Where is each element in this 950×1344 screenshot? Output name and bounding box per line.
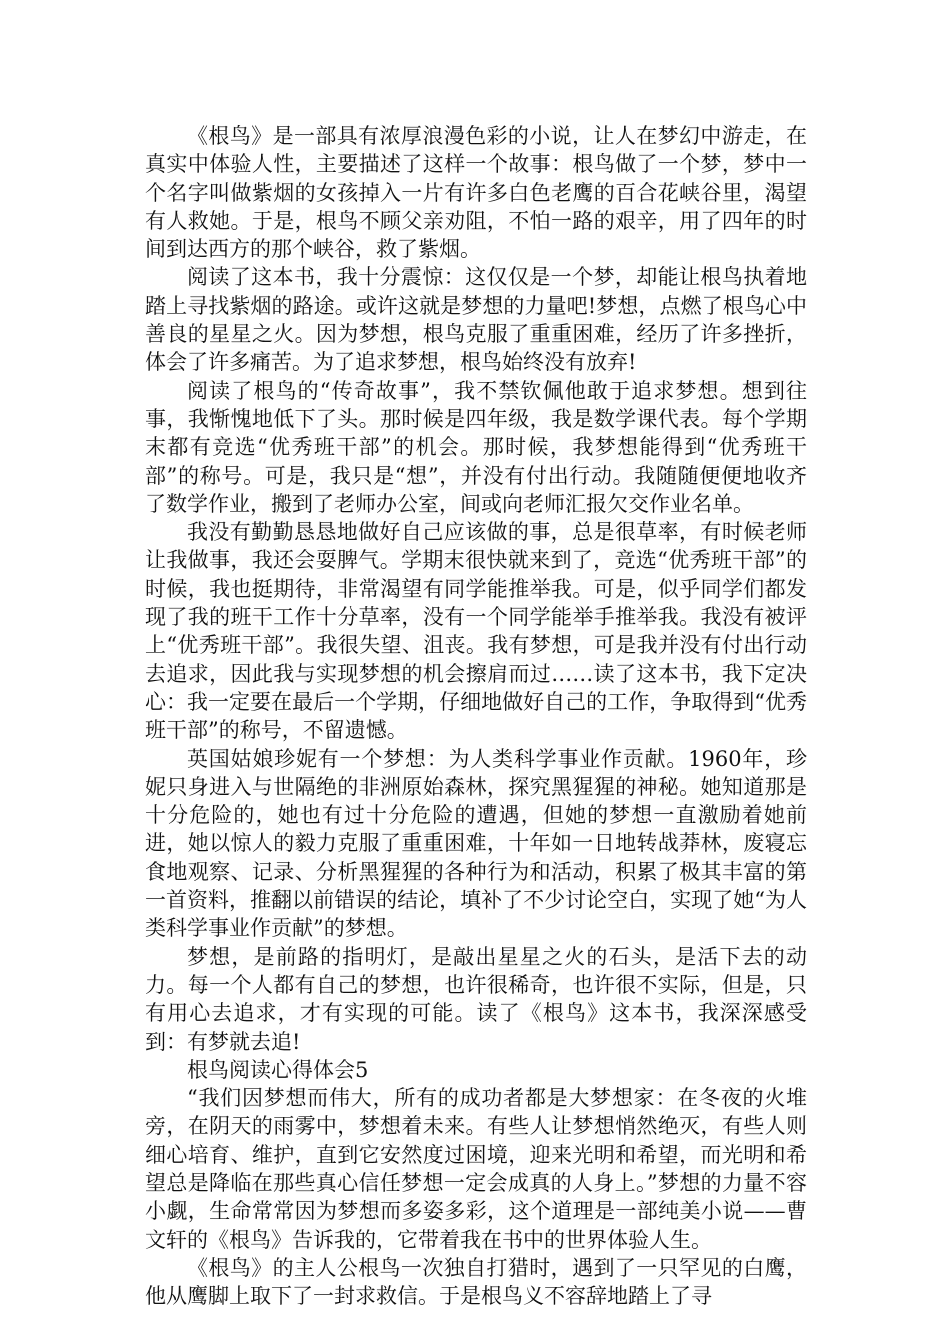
paragraph-3: 阅读了根鸟的“传奇故事”，我不禁钦佩他敢于追求梦想。想到往事，我惭愧地低下了头。那时候是四年级，我是数学课代表。每个学期末都有竞选“优秀班干部”的机会。那时候，我梦想能得到“优秀班干部”的称号。可是，我只是“想”，并没有付出行动。我随随便便地收齐了数学作业，搬到了老师办公室，间或向老师汇报欠交作业名单。	[145, 378, 807, 516]
paragraph-2: 阅读了这本书，我十分震惊：这仅仅是一个梦，却能让根鸟执着地踏上寻找紫烟的路途。或许这就是梦想的力量吧!梦想，点燃了根鸟心中善良的星星之火。因为梦想，根鸟克服了重重困难，经历了许多挫折，体会了许多痛苦。为了追求梦想，根鸟始终没有放弃!	[145, 265, 807, 375]
document-page	[145, 122, 807, 1310]
paragraph-5: 英国姑娘珍妮有一个梦想：为人类科学事业作贡献。1960年，珍妮只身进入与世隔绝的非洲原始森林，探究黑猩猩的神秘。她知道那是十分危险的，她也有过十分危险的遭遇，但她的梦想一直激励着她前进，她以惊人的毅力克服了重重困难，十年如一日地转战莽林，废寝忘食地观察、记录、分析黑猩猩的各种行为和活动，积累了极其丰富的第一首资料，推翻以前错误的结论，填补了不少讨论空白，实现了她“为人类科学事业作贡献”的梦想。	[145, 746, 807, 941]
section-heading: 根鸟阅读心得体会5	[187, 1057, 369, 1082]
paragraph-6: 梦想，是前路的指明灯，是敲出星星之火的石头，是活下去的动力。每一个人都有自己的梦想，也许很稀奇，也许很不实际，但是，只有用心去追求，才有实现的可能。读了《根鸟》这本书，我深深感受到：有梦就去追!	[145, 944, 807, 1054]
paragraph-7: “我们因梦想而伟大，所有的成功者都是大梦想家：在冬夜的火堆旁，在阴天的雨雾中，梦想着未来。有些人让梦想悄然绝灭，有些人则细心培育、维护，直到它安然度过困境，迎来光明和希望，而光明和希望总是降临在那些真心信任梦想一定会成真的人身上。”梦想的力量不容小觑，生命常常因为梦想而多姿多彩，这个道理是一部纯美小说——曹文轩的《根鸟》告诉我的，它带着我在书中的世界体验人生。	[145, 1086, 807, 1252]
paragraph-4: 我没有勤勤恳恳地做好自己应该做的事，总是很草率，有时候老师让我做事，我还会耍脾气。学期末很快就来到了，竞选“优秀班干部”的时候，我也挺期待，非常渴望有同学能推举我。可是，似乎同学们都发现了我的班干工作十分草率，没有一个同学能举手推举我。我没有被评上“优秀班干部”。我很失望、沮丧。我有梦想，可是我并没有付出行动去追求，因此我与实现梦想的机会擦肩而过……读了这本书，我下定决心：我一定要在最后一个学期，仔细地做好自己的工作，争取得到“优秀班干部”的称号，不留遗憾。	[145, 520, 807, 743]
paragraph-8: 《根鸟》的主人公根鸟一次独自打猎时，遇到了一只罕见的白鹰，他从鹰脚上取下了一封求救信。于是根鸟义不容辞地踏上了寻	[145, 1255, 807, 1309]
paragraph-1: 《根鸟》是一部具有浓厚浪漫色彩的小说，让人在梦幻中游走，在真实中体验人性，主要描述了这样一个故事：根鸟做了一个梦，梦中一个名字叫做紫烟的女孩掉入一片有许多白色老鹰的百合花峡谷里，渴望有人救她。于是，根鸟不顾父亲劝阻，不怕一路的艰辛，用了四年的时间到达西方的那个峡谷，救了紫烟。	[145, 124, 807, 262]
